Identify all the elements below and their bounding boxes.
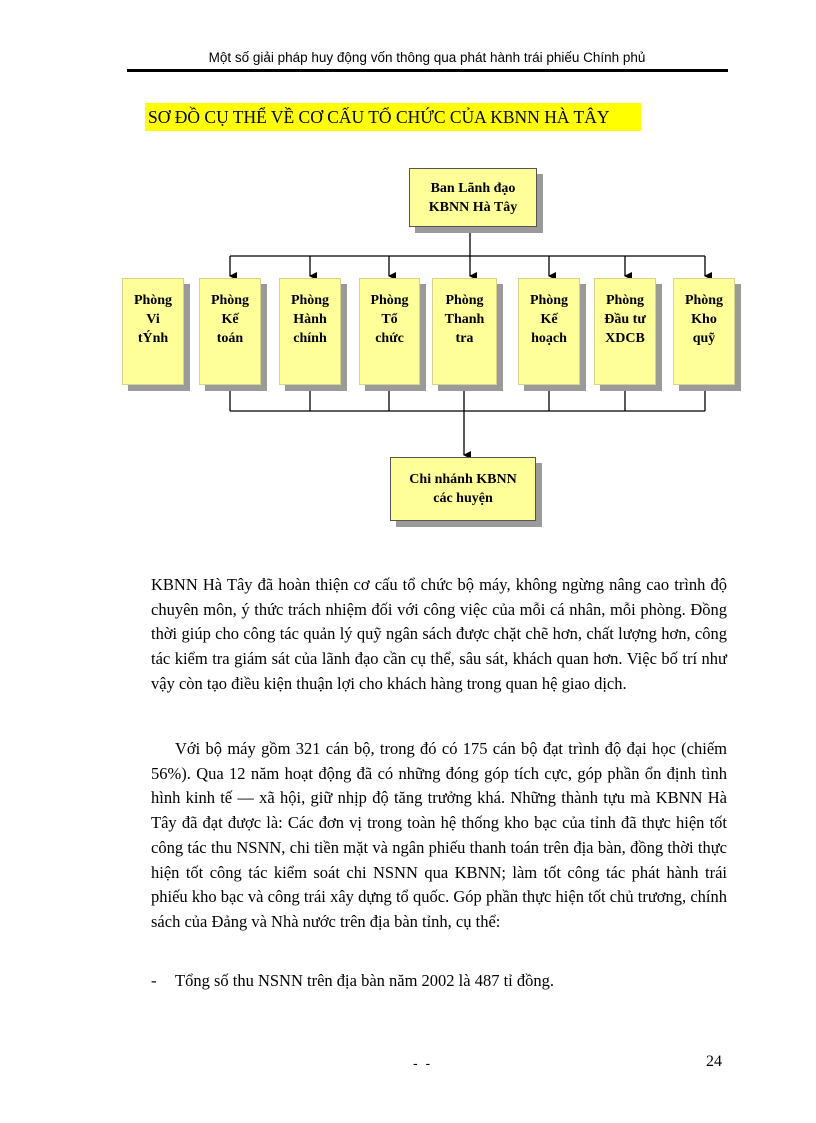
dept-line: Phòng xyxy=(370,293,409,308)
dept-box-thanh-tra xyxy=(432,278,497,385)
body-paragraph-2: Với bộ máy gồm 321 cán bộ, trong đó có 175 cán bộ đạt trình độ đại học (chiếm 56%). Qua 12 năm hoạt động đã có những đóng góp tích cực, góp phần ổn định tình hình kinh tế — xã hội, giữ nhịp độ tăng trưởng khá. Những thành tựu mà KBNN Hà Tây đã đạt được là: Các đơn vị trong toàn hệ thống kho bạc của tỉnh đã thực hiện tốt công tác thu NSNN, chi tiền mặt và ngân phiếu thanh toán trên địa bàn, đồng thời thực hiện tốt công tác kiểm soát chi NSNN qua KBNN; làm tốt công tác phát hành trái phiếu kho bạc và công trái xây dựng tổ quốc. Góp phần thực hiện tốt chủ trương, chính sách của Đảng và Nhà nước trên địa bàn tỉnh, cụ thể: xyxy=(151,739,727,931)
dept-box-ke-hoach xyxy=(518,278,580,385)
dept-line: tra xyxy=(455,331,474,346)
dept-box-hanh-chinh xyxy=(279,278,341,385)
footer-dashes: - - xyxy=(413,1055,433,1071)
dept-line: Tổ xyxy=(381,312,398,327)
dept-line: chức xyxy=(375,331,404,346)
page-number: 24 xyxy=(706,1053,722,1070)
dept-line: Hành xyxy=(293,312,327,327)
dept-line: Phòng xyxy=(445,293,484,308)
dept-line: Phòng xyxy=(290,293,330,308)
dept-line: Kho xyxy=(691,312,717,327)
dept-box-vi-tinh xyxy=(122,278,184,385)
dept-box-dau-tu-xdcb xyxy=(594,278,656,385)
diagram-title: SƠ ĐỒ CỤ THỂ VỀ CƠ CẤU TỔ CHỨC CỦA KBNN HÀ TÂY xyxy=(145,103,641,131)
dept-line: quỹ xyxy=(692,331,716,346)
dept-line: Phòng xyxy=(529,293,569,308)
dept-line: Phòng xyxy=(133,293,173,308)
dept-line: Kế xyxy=(540,312,558,327)
dept-line: XDCB xyxy=(605,331,645,346)
dept-box-to-chuc xyxy=(359,278,420,385)
leadership-box-line-2: KBNN Hà Tây xyxy=(428,200,518,215)
branch-box-line-1: Chi nhánh KBNN xyxy=(409,472,517,487)
bullet-marker: - xyxy=(151,971,157,990)
bullet-item: Tổng số thu NSNN trên địa bàn năm 2002 là 487 tỉ đồng. xyxy=(175,971,555,990)
dept-line: tÝnh xyxy=(137,331,169,346)
running-header: Một số giải pháp huy động vốn thông qua phát hành trái phiếu Chính phủ xyxy=(208,50,646,65)
dept-line: Phòng xyxy=(210,293,250,308)
dept-line: Đầu tư xyxy=(604,312,646,327)
dept-line: Phòng xyxy=(605,293,645,308)
dept-line: chính xyxy=(293,331,327,346)
branch-box-line-2: các huyện xyxy=(433,491,493,506)
dept-line: Kế xyxy=(221,312,239,327)
dept-box-kho-quy xyxy=(673,278,735,385)
dept-box-ke-toan xyxy=(199,278,261,385)
dept-line: hoạch xyxy=(531,331,567,346)
leadership-box xyxy=(409,168,537,227)
dept-line: Thanh xyxy=(444,312,485,327)
dept-line: toán xyxy=(216,331,244,346)
dept-line: Phòng xyxy=(684,293,724,308)
dept-line: Vi xyxy=(146,312,160,327)
body-paragraph-1: KBNN Hà Tây đã hoàn thiện cơ cấu tổ chức bộ máy, không ngừng nâng cao trình độ chuyên môn, ý thức trách nhiệm đối với công việc của mỗi cá nhân, mỗi phòng. Đồng thời giúp cho công tác quản lý quỹ ngân sách được chặt chẽ hơn, chất lượng hơn, công tác kiểm tra giám sát của lãnh đạo cần cụ thể, sâu sát, khách quan hơn. Việc bố trí như vậy còn tạo điều kiện thuận lợi cho khách hàng trong quan hệ giao dịch. xyxy=(151,575,727,693)
leadership-box-line-1: Ban Lãnh đạo xyxy=(430,181,516,196)
branch-box xyxy=(390,457,536,521)
